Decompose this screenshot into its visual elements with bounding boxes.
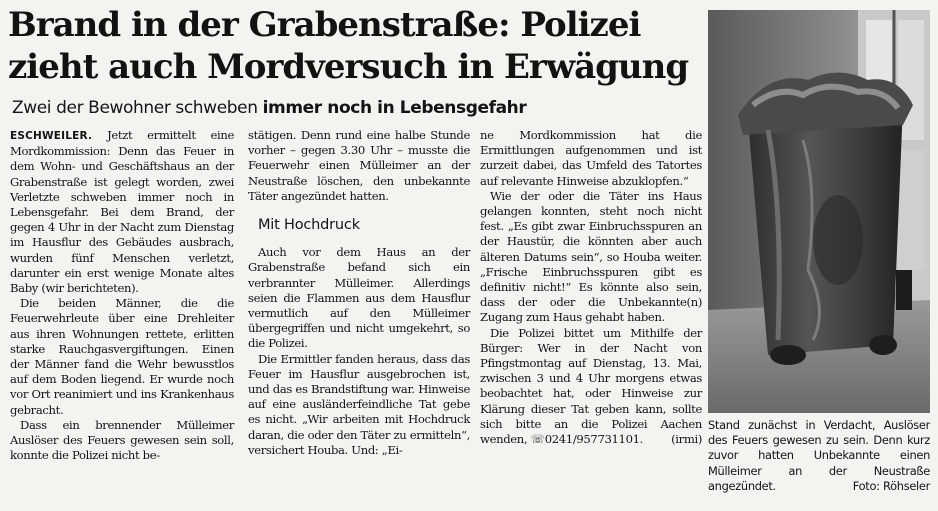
subhead-bold: immer noch in Lebensgefahr (262, 98, 527, 118)
photo-credit: Foto: Röhseler (852, 478, 930, 493)
paragraph: Auch vor dem Haus an der Grabenstraße befand sich ein verbrannter Mülleimer. Allerdings seien die Flammen aus dem Hausflur vermutlich auf den Mülleimer übergegriffen und nicht umgekehrt, so die Polizei. (248, 245, 470, 351)
headline (8, 4, 698, 88)
article-column-1 (10, 128, 234, 463)
paragraph: stätigen. Denn rund eine halbe Stunde vorher – gegen 3.30 Uhr – musste die Feuerwehr einen Mülleimer an der Neustraße löschen, den unbekannte Täter angezündet hatten. (248, 128, 470, 203)
paragraph: ne Mordkommission hat die Ermittlungen aufgenommen und ist zurzeit dabei, das Umfeld des Tatortes auf relevante Hinweise abzuklopfen.“ (480, 128, 702, 188)
article-column-3 (480, 128, 702, 447)
paragraph-text: Die Polizei bittet um Mithilfe der Bürger: Wer in der Nacht von Pfingstmontag auf Dienstag, 13. Mai, zwischen 3 und 4 Uhr morgens etwas beobachtet hat, oder Hinweise zur Klärung dieser Tat geben kann, sollte sich bitte an die Polizei Aachen wenden, ☏0241/957731101. (480, 325, 702, 447)
photo-caption (708, 418, 930, 494)
subheadline (12, 97, 702, 119)
paragraph: Dass ein brennender Mülleimer Auslöser des Feuers gewesen sein soll, konnte die Polizei nicht be- (10, 417, 234, 463)
headline-line-1: Brand in der Grabenstraße: Polizei (8, 5, 641, 45)
headline-line-2: zieht auch Mordversuch in Erwägung (8, 47, 689, 87)
paragraph: Wie der oder die Täter ins Haus gelangen konnten, steht noch nicht fest. „Es gibt zwar Einbruchsspuren an der Haustür, die könnten aber auch älteren Datums sein“, so Houba weiter. „Frische Einbruchsspuren gibt es definitiv nicht!“ Es könnte also sein, dass der oder die Unbekannte(n) Zugang zum Haus gehabt haben. (480, 188, 702, 325)
subhead-regular: Zwei der Bewohner schweben (12, 98, 258, 118)
photo-illustration (708, 10, 930, 413)
burnt-trash-bin-photo (708, 10, 930, 413)
author-signoff: (irmi) (671, 432, 702, 447)
paragraph (480, 326, 702, 448)
paragraph (10, 128, 234, 296)
paragraph-text: Jetzt ermittelt eine Mordkommission: Denn das Feuer in dem Wohn- und Geschäftshaus an der Grabenstraße ist gelegt worden, zwei Verletzte schweben immer noch in Lebensgefahr. Bei dem Brand, der gegen 4 Uhr in der Nacht zum Dienstag im Hausflur des Gebäudes ausbrach, wurden fünf Menschen verletzt, darunter ein erst wenige Monate altes Baby (wir berichteten). (10, 128, 234, 296)
article-column-2 (248, 128, 470, 458)
crosshead: Mit Hochdruck (258, 217, 360, 234)
paragraph: Die beiden Männer, die die Feuerwehrleute über eine Drehleiter aus ihren Wohnungen rettete, erlitten starke Rauchgasvergiftungen. Einen der Männer fand die Wehr bewusstlos auf dem Boden liegend. Er wurde noch vor Ort reanimiert und ins Krankenhaus gebracht. (10, 296, 234, 417)
paragraph: Die Ermittler fanden heraus, dass das Feuer im Hausflur ausgebrochen ist, und das es Brandstiftung war. Hinweise auf eine ausländerfeindliche Tat gebe es nicht. „Wir arbeiten mit Hochdruck daran, die oder den Täter zu ermitteln“, versichert Houba. Und: „Ei- (248, 351, 470, 457)
caption-text: Stand zunächst in Verdacht, Auslöser des Feuers gewesen zu sein. Denn kurz zuvor hatten Unbekannte einen Mülleimer an der Neustraße angezündet. (708, 418, 930, 493)
dateline: ESCHWEILER. (10, 130, 93, 142)
